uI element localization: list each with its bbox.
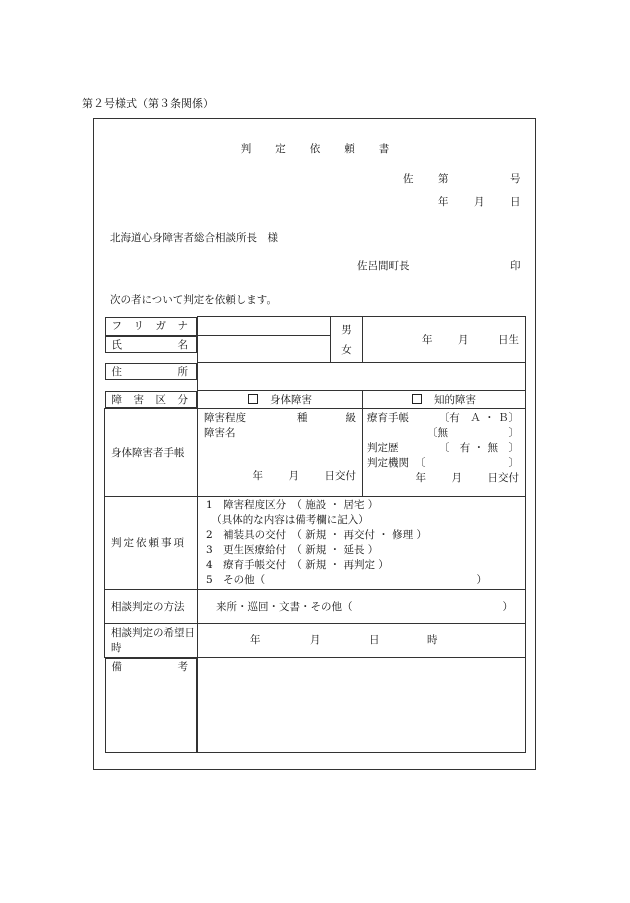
ryoiku-issued-month: 月 xyxy=(451,471,462,484)
category-physical[interactable]: 身体障害 xyxy=(198,391,363,409)
issued-year: 年 xyxy=(252,469,263,482)
remarks-field[interactable] xyxy=(198,657,526,753)
method-close: ） xyxy=(502,600,513,613)
birth-year: 年 xyxy=(422,334,433,346)
desired-hour: 時 xyxy=(427,634,438,646)
method-cell[interactable] xyxy=(198,589,526,623)
title-char: 定 xyxy=(275,143,286,155)
remarks-label: 備 考 xyxy=(105,658,198,753)
sender: 佐呂間町長 xyxy=(357,260,410,272)
ryoiku-issued-year: 年 xyxy=(415,471,426,484)
agency-close: 〕 xyxy=(508,456,519,469)
physical-handbook-cell[interactable] xyxy=(198,408,363,496)
method-label: 相談判定の方法 xyxy=(105,589,198,623)
seal-mark: 印 xyxy=(510,260,521,272)
issued-month: 月 xyxy=(288,469,299,482)
addressee: 北海道心身障害者総合相談所長 様 xyxy=(110,232,278,244)
form-title xyxy=(0,141,630,156)
ryoiku-issued-suffix: 日交付 xyxy=(487,471,519,484)
desired-year: 年 xyxy=(250,634,261,646)
request-table xyxy=(104,316,526,753)
address-label: 住 所 xyxy=(105,363,198,380)
ryoiku-no-open: 〔無 xyxy=(427,426,448,439)
degree-grade: 級 xyxy=(345,411,356,424)
method-row xyxy=(105,589,526,623)
remarks-row xyxy=(105,657,526,753)
name-label: 氏 名 xyxy=(105,336,198,353)
request-item[interactable]: 3 更生医療給付 （ 新規 ・ 延長 ） xyxy=(206,543,379,556)
ryoiku-yes: 〔有 Ａ ・ Ｂ〕 xyxy=(438,411,519,424)
category-intellectual[interactable]: 知的障害 xyxy=(363,391,526,409)
history-label: 判定歴 xyxy=(367,441,399,454)
category-row xyxy=(105,391,526,409)
desired-row xyxy=(105,623,526,657)
agency-open: 〔 xyxy=(415,456,426,469)
birth-suffix: 日生 xyxy=(498,334,519,346)
ref-suffix: 号 xyxy=(510,173,521,185)
category-label: 障 害 区 分 xyxy=(105,391,198,408)
gender-male[interactable]: 男 xyxy=(341,323,352,336)
desired-cell[interactable] xyxy=(198,623,526,657)
furigana-field[interactable] xyxy=(198,317,331,336)
request-item[interactable]: 1 障害程度区分 （ 施設 ・ 居宅 ） xyxy=(206,498,379,511)
desired-day: 日 xyxy=(369,634,380,646)
degree-label: 障害程度 xyxy=(204,411,246,424)
form-number: 第２号様式（第３条関係） xyxy=(82,97,214,110)
intro-text: 次の者について判定を依頼します。 xyxy=(110,294,277,306)
handbook-row xyxy=(105,408,526,496)
ryoiku-label: 療育手帳 xyxy=(367,411,409,424)
degree-kind: 種 xyxy=(297,411,308,424)
gender-female[interactable]: 女 xyxy=(341,343,352,356)
desired-label: 相談判定の希望日時 xyxy=(105,623,198,657)
title-char: 書 xyxy=(378,143,390,155)
checkbox-icon[interactable] xyxy=(248,394,258,404)
request-item[interactable]: 4 療育手帳交付 （ 新規 ・ 再判定 ） xyxy=(206,558,389,571)
request-item[interactable]: 2 補装具の交付 （ 新規 ・ 再交付 ・ 修理 ） xyxy=(206,528,427,541)
request-label: 判定依頼事項 xyxy=(105,496,198,589)
birth-month: 月 xyxy=(458,334,469,346)
birth-date-cell[interactable] xyxy=(363,317,526,363)
ryoiku-no-close: 〕 xyxy=(508,426,519,439)
title-char: 頼 xyxy=(344,143,355,155)
ryoiku-handbook-cell[interactable] xyxy=(363,408,526,496)
furigana-row xyxy=(105,317,526,336)
desired-month: 月 xyxy=(310,634,321,646)
gender-cell[interactable] xyxy=(331,317,363,363)
date-day: 日 xyxy=(510,196,521,208)
name-field[interactable] xyxy=(198,336,331,363)
date-year: 年 xyxy=(438,196,449,208)
address-field[interactable] xyxy=(198,363,526,391)
request-row xyxy=(105,496,526,589)
disability-name-label: 障害名 xyxy=(204,426,236,439)
method-value[interactable]: 来所・巡回・文書・その他（ xyxy=(216,600,353,613)
issued-suffix: 日交付 xyxy=(324,469,356,482)
checkbox-icon[interactable] xyxy=(412,394,422,404)
request-items-cell[interactable] xyxy=(198,496,526,589)
request-item-note: （具体的な内容は備考欄に記入） xyxy=(206,513,369,526)
date-month: 月 xyxy=(474,196,485,208)
title-char: 依 xyxy=(309,143,321,155)
ref-prefix: 佐 xyxy=(403,173,414,185)
address-row xyxy=(105,363,526,391)
agency-label: 判定機関 xyxy=(367,456,409,469)
ref-mid: 第 xyxy=(438,173,449,185)
title-char: 判 xyxy=(240,143,252,155)
physical-handbook-label: 身体障害者手帳 xyxy=(105,408,198,496)
history-value: 〔 有 ・ 無 〕 xyxy=(438,441,519,454)
furigana-label: フ リ ガ ナ xyxy=(105,317,198,336)
request-other-close: ） xyxy=(476,573,487,586)
request-item[interactable]: 5 その他（ xyxy=(206,573,266,586)
